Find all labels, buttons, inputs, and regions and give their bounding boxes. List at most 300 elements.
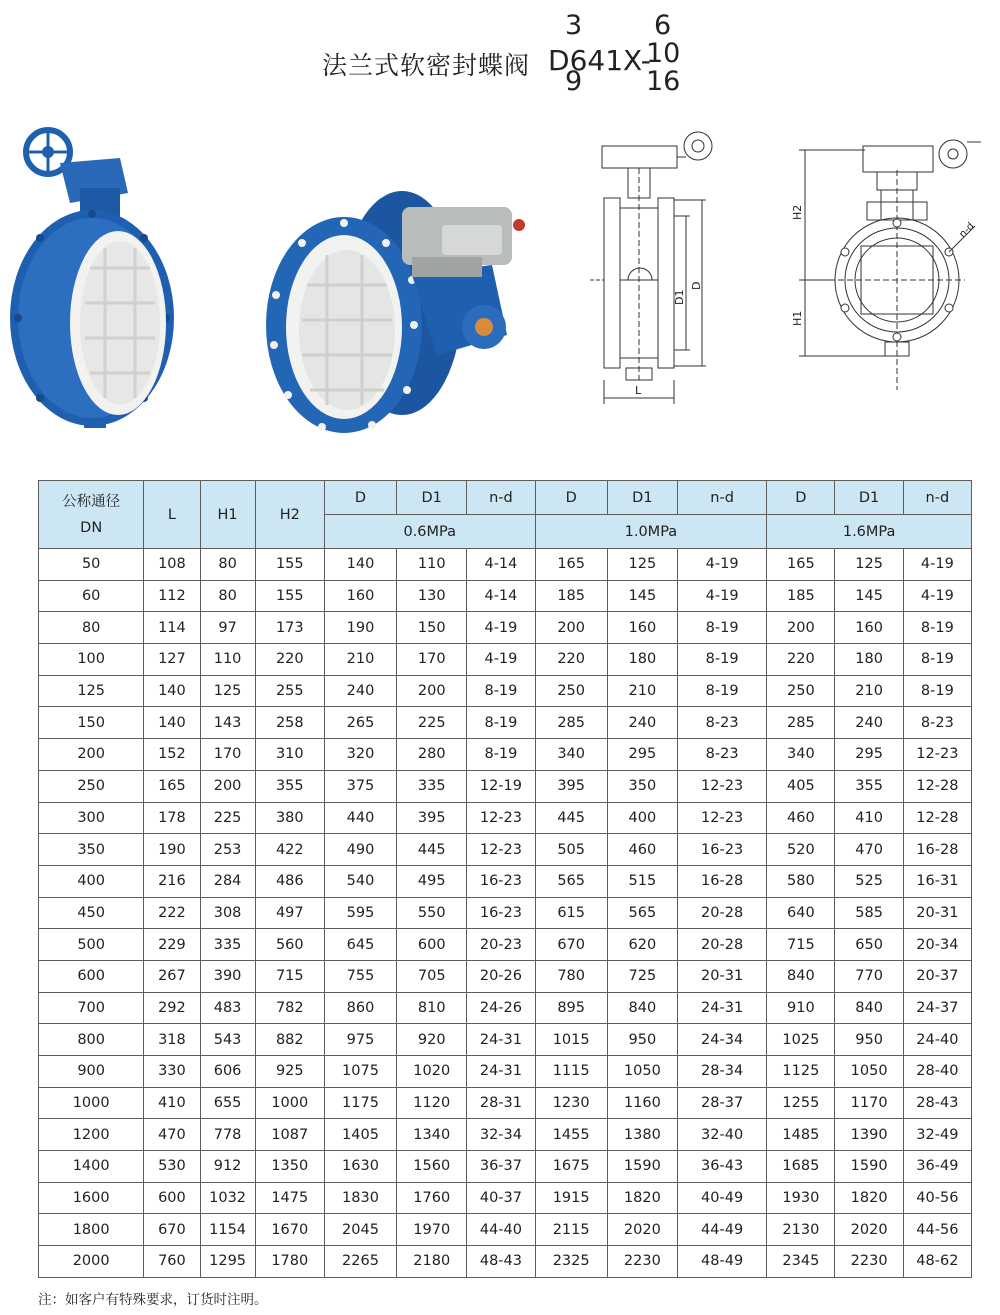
table-row	[39, 549, 972, 581]
spec-table	[38, 480, 972, 1278]
table-cell: 108	[144, 549, 200, 581]
table-cell: 1800	[39, 1214, 144, 1246]
table-cell: 8-19	[677, 612, 766, 644]
header-d-0: D	[324, 481, 396, 515]
table-cell: 606	[200, 1056, 255, 1088]
table-cell: 318	[144, 1024, 200, 1056]
table-cell: 390	[200, 960, 255, 992]
table-cell: 190	[144, 834, 200, 866]
table-cell: 185	[535, 580, 607, 612]
table-cell: 200	[767, 612, 835, 644]
table-cell: 173	[255, 612, 324, 644]
table-cell: 1087	[255, 1119, 324, 1151]
table-cell: 1915	[535, 1182, 607, 1214]
table-cell: 760	[144, 1246, 200, 1278]
table-cell: 48-43	[467, 1246, 535, 1278]
table-cell: 180	[835, 644, 903, 676]
table-cell: 210	[324, 644, 396, 676]
table-cell: 140	[144, 707, 200, 739]
table-row	[39, 1119, 972, 1151]
table-cell: 1050	[607, 1056, 677, 1088]
product-images	[0, 100, 1000, 460]
table-cell: 340	[767, 739, 835, 771]
table-cell: 1405	[324, 1119, 396, 1151]
table-cell: 1075	[324, 1056, 396, 1088]
table-cell: 405	[767, 770, 835, 802]
table-cell: 920	[397, 1024, 467, 1056]
table-cell: 380	[255, 802, 324, 834]
table-cell: 1830	[324, 1182, 396, 1214]
table-cell: 150	[397, 612, 467, 644]
table-cell: 490	[324, 834, 396, 866]
dim-label-nd: n-d	[957, 220, 977, 241]
table-cell: 2345	[767, 1246, 835, 1278]
table-row	[39, 1214, 972, 1246]
table-cell: 1025	[767, 1024, 835, 1056]
table-cell: 155	[255, 580, 324, 612]
table-cell: 20-23	[467, 929, 535, 961]
table-cell: 280	[397, 739, 467, 771]
table-row	[39, 960, 972, 992]
header-dn-cn: 公称通径	[62, 493, 121, 510]
table-cell: 2045	[324, 1214, 396, 1246]
table-cell: 910	[767, 992, 835, 1024]
header-d1-2: D1	[835, 481, 903, 515]
table-cell: 565	[535, 865, 607, 897]
spec-table-body	[39, 549, 972, 1278]
table-cell: 580	[767, 865, 835, 897]
table-cell: 355	[255, 770, 324, 802]
table-cell: 600	[39, 960, 144, 992]
model-prefix: D	[548, 44, 570, 77]
table-cell: 253	[200, 834, 255, 866]
table-cell: 20-26	[467, 960, 535, 992]
table-cell: 143	[200, 707, 255, 739]
table-cell: 240	[324, 675, 396, 707]
header-nd-0: n-d	[467, 481, 535, 515]
table-cell: 4-19	[467, 644, 535, 676]
table-cell: 145	[835, 580, 903, 612]
table-cell: 2230	[607, 1246, 677, 1278]
table-cell: 1590	[607, 1151, 677, 1183]
table-cell: 410	[144, 1087, 200, 1119]
table-cell: 4-19	[903, 580, 971, 612]
table-cell: 160	[835, 612, 903, 644]
model-frac-right-top: 6	[654, 10, 672, 41]
table-cell: 295	[607, 739, 677, 771]
table-cell: 840	[835, 992, 903, 1024]
table-cell: 2130	[767, 1214, 835, 1246]
table-cell: 200	[397, 675, 467, 707]
table-cell: 28-31	[467, 1087, 535, 1119]
table-cell: 80	[200, 580, 255, 612]
table-cell: 600	[397, 929, 467, 961]
table-cell: 2115	[535, 1214, 607, 1246]
table-cell: 1400	[39, 1151, 144, 1183]
table-cell: 550	[397, 897, 467, 929]
table-cell: 16-23	[467, 865, 535, 897]
table-cell: 1125	[767, 1056, 835, 1088]
table-cell: 975	[324, 1024, 396, 1056]
table-cell: 1020	[397, 1056, 467, 1088]
table-cell: 165	[767, 549, 835, 581]
table-cell: 145	[607, 580, 677, 612]
table-cell: 1780	[255, 1246, 324, 1278]
model-six: 6	[569, 44, 588, 77]
table-cell: 543	[200, 1024, 255, 1056]
table-cell: 292	[144, 992, 200, 1024]
table-cell: 1255	[767, 1087, 835, 1119]
table-cell: 565	[607, 897, 677, 929]
table-cell: 1930	[767, 1182, 835, 1214]
table-cell: 12-28	[903, 770, 971, 802]
valve-drawing-side	[590, 130, 730, 410]
product-title: 法兰式软密封蝶阀	[322, 51, 531, 80]
table-cell: 80	[200, 549, 255, 581]
table-cell: 28-37	[677, 1087, 766, 1119]
table-cell: 483	[200, 992, 255, 1024]
table-cell: 48-62	[903, 1246, 971, 1278]
table-cell: 155	[255, 549, 324, 581]
footnote: 注：如客户有特殊要求，订货时注明。	[38, 1292, 268, 1308]
table-cell: 178	[144, 802, 200, 834]
table-cell: 600	[144, 1182, 200, 1214]
dim-label-h1: H1	[791, 310, 804, 326]
table-cell: 222	[144, 897, 200, 929]
table-cell: 840	[767, 960, 835, 992]
table-cell: 127	[144, 644, 200, 676]
table-cell: 24-31	[467, 1056, 535, 1088]
table-cell: 20-28	[677, 929, 766, 961]
table-cell: 125	[607, 549, 677, 581]
table-cell: 1455	[535, 1119, 607, 1151]
table-cell: 267	[144, 960, 200, 992]
table-cell: 12-23	[677, 770, 766, 802]
dim-label-h2: H2	[791, 204, 804, 220]
header-dn	[39, 481, 144, 549]
table-row	[39, 1087, 972, 1119]
table-cell: 335	[397, 770, 467, 802]
table-cell: 110	[397, 549, 467, 581]
table-cell: 705	[397, 960, 467, 992]
table-cell: 350	[607, 770, 677, 802]
table-cell: 44-49	[677, 1214, 766, 1246]
table-row	[39, 739, 972, 771]
table-row	[39, 707, 972, 739]
table-cell: 1590	[835, 1151, 903, 1183]
table-cell: 2180	[397, 1246, 467, 1278]
dim-label-d1: D1	[673, 289, 686, 305]
table-cell: 2325	[535, 1246, 607, 1278]
table-cell: 800	[39, 1024, 144, 1056]
table-cell: 36-37	[467, 1151, 535, 1183]
table-row	[39, 992, 972, 1024]
table-cell: 755	[324, 960, 396, 992]
table-cell: 8-19	[467, 675, 535, 707]
table-cell: 125	[835, 549, 903, 581]
table-cell: 882	[255, 1024, 324, 1056]
table-cell: 560	[255, 929, 324, 961]
table-cell: 460	[607, 834, 677, 866]
table-cell: 400	[39, 865, 144, 897]
table-cell: 1340	[397, 1119, 467, 1151]
table-cell: 1760	[397, 1182, 467, 1214]
table-cell: 925	[255, 1056, 324, 1088]
title-block	[0, 8, 1000, 98]
table-cell: 470	[144, 1119, 200, 1151]
table-cell: 4-19	[903, 549, 971, 581]
table-cell: 1670	[255, 1214, 324, 1246]
table-cell: 520	[767, 834, 835, 866]
table-cell: 320	[324, 739, 396, 771]
table-cell: 950	[607, 1024, 677, 1056]
table-cell: 912	[200, 1151, 255, 1183]
table-cell: 1120	[397, 1087, 467, 1119]
table-cell: 950	[835, 1024, 903, 1056]
header-pressure-1: 1.0MPa	[535, 515, 767, 549]
table-cell: 28-34	[677, 1056, 766, 1088]
table-cell: 8-19	[903, 675, 971, 707]
table-cell: 1600	[39, 1182, 144, 1214]
table-cell: 350	[39, 834, 144, 866]
table-cell: 265	[324, 707, 396, 739]
table-cell: 12-28	[903, 802, 971, 834]
header-nd-2: n-d	[903, 481, 971, 515]
model-frac-left-top: 3	[565, 10, 583, 41]
table-cell: 210	[835, 675, 903, 707]
table-cell: 20-31	[677, 960, 766, 992]
table-cell: 16-23	[677, 834, 766, 866]
table-cell: 80	[39, 612, 144, 644]
table-cell: 1820	[835, 1182, 903, 1214]
table-cell: 1230	[535, 1087, 607, 1119]
table-row	[39, 834, 972, 866]
table-cell: 8-19	[677, 644, 766, 676]
table-cell: 12-23	[467, 802, 535, 834]
dim-label-l: L	[635, 384, 642, 397]
table-cell: 225	[397, 707, 467, 739]
table-cell: 210	[607, 675, 677, 707]
table-row	[39, 1024, 972, 1056]
table-cell: 170	[397, 644, 467, 676]
table-cell: 620	[607, 929, 677, 961]
table-cell: 220	[255, 644, 324, 676]
table-cell: 1685	[767, 1151, 835, 1183]
table-cell: 200	[535, 612, 607, 644]
table-cell: 1200	[39, 1119, 144, 1151]
table-cell: 114	[144, 612, 200, 644]
table-cell: 1000	[255, 1087, 324, 1119]
table-cell: 497	[255, 897, 324, 929]
table-cell: 250	[767, 675, 835, 707]
table-cell: 422	[255, 834, 324, 866]
table-cell: 655	[200, 1087, 255, 1119]
table-cell: 308	[200, 897, 255, 929]
model-frac-left-bottom: 9	[565, 66, 583, 97]
table-cell: 585	[835, 897, 903, 929]
table-cell: 97	[200, 612, 255, 644]
table-cell: 32-34	[467, 1119, 535, 1151]
table-row	[39, 644, 972, 676]
table-cell: 220	[535, 644, 607, 676]
table-cell: 24-31	[467, 1024, 535, 1056]
table-cell: 16-28	[677, 865, 766, 897]
table-row	[39, 929, 972, 961]
table-cell: 810	[397, 992, 467, 1024]
table-cell: 770	[835, 960, 903, 992]
table-cell: 2020	[835, 1214, 903, 1246]
table-cell: 20-37	[903, 960, 971, 992]
table-cell: 900	[39, 1056, 144, 1088]
table-cell: 20-34	[903, 929, 971, 961]
table-row	[39, 1182, 972, 1214]
table-cell: 36-49	[903, 1151, 971, 1183]
table-row	[39, 1151, 972, 1183]
table-cell: 24-31	[677, 992, 766, 1024]
table-cell: 125	[200, 675, 255, 707]
table-cell: 782	[255, 992, 324, 1024]
table-row	[39, 897, 972, 929]
table-cell: 840	[607, 992, 677, 1024]
table-cell: 150	[39, 707, 144, 739]
table-cell: 540	[324, 865, 396, 897]
table-cell: 24-34	[677, 1024, 766, 1056]
table-cell: 2020	[607, 1214, 677, 1246]
valve-drawing-front	[785, 130, 985, 400]
table-cell: 255	[255, 675, 324, 707]
table-cell: 165	[535, 549, 607, 581]
table-cell: 8-19	[903, 612, 971, 644]
table-cell: 1485	[767, 1119, 835, 1151]
table-cell: 1675	[535, 1151, 607, 1183]
table-cell: 130	[397, 580, 467, 612]
table-cell: 12-23	[903, 739, 971, 771]
table-cell: 20-31	[903, 897, 971, 929]
table-cell: 16-28	[903, 834, 971, 866]
table-cell: 4-19	[677, 549, 766, 581]
table-cell: 2230	[835, 1246, 903, 1278]
header-h1: H1	[200, 481, 255, 549]
table-cell: 8-19	[467, 739, 535, 771]
table-row	[39, 1246, 972, 1278]
valve-photo-electric	[262, 185, 537, 435]
table-cell: 395	[535, 770, 607, 802]
table-cell: 1350	[255, 1151, 324, 1183]
table-row	[39, 865, 972, 897]
table-cell: 400	[607, 802, 677, 834]
header-pressure-2: 1.6MPa	[767, 515, 972, 549]
table-cell: 190	[324, 612, 396, 644]
table-cell: 125	[39, 675, 144, 707]
table-cell: 860	[324, 992, 396, 1024]
table-cell: 650	[835, 929, 903, 961]
table-cell: 340	[535, 739, 607, 771]
table-cell: 778	[200, 1119, 255, 1151]
table-cell: 12-23	[677, 802, 766, 834]
table-row	[39, 1056, 972, 1088]
table-cell: 36-43	[677, 1151, 766, 1183]
table-cell: 1970	[397, 1214, 467, 1246]
table-cell: 725	[607, 960, 677, 992]
table-cell: 1295	[200, 1246, 255, 1278]
table-cell: 258	[255, 707, 324, 739]
table-cell: 284	[200, 865, 255, 897]
table-cell: 250	[39, 770, 144, 802]
table-cell: 50	[39, 549, 144, 581]
table-cell: 505	[535, 834, 607, 866]
table-cell: 44-40	[467, 1214, 535, 1246]
table-cell: 48-49	[677, 1246, 766, 1278]
table-row	[39, 770, 972, 802]
table-cell: 445	[397, 834, 467, 866]
table-cell: 240	[835, 707, 903, 739]
table-cell: 285	[535, 707, 607, 739]
valve-photo-handwheel	[0, 118, 185, 428]
table-cell: 16-23	[467, 897, 535, 929]
table-cell: 4-19	[467, 612, 535, 644]
table-cell: 4-19	[677, 580, 766, 612]
table-cell: 40-37	[467, 1182, 535, 1214]
table-cell: 1380	[607, 1119, 677, 1151]
table-cell: 335	[200, 929, 255, 961]
table-cell: 8-19	[903, 644, 971, 676]
model-rest: 41X-	[587, 44, 651, 77]
table-cell: 375	[324, 770, 396, 802]
table-cell: 8-23	[677, 707, 766, 739]
table-row	[39, 675, 972, 707]
table-cell: 1170	[835, 1087, 903, 1119]
table-cell: 8-23	[677, 739, 766, 771]
header-d-2: D	[767, 481, 835, 515]
model-code	[548, 44, 651, 77]
table-cell: 355	[835, 770, 903, 802]
table-cell: 330	[144, 1056, 200, 1088]
table-cell: 170	[200, 739, 255, 771]
header-nd-1: n-d	[677, 481, 766, 515]
table-cell: 24-37	[903, 992, 971, 1024]
table-cell: 4-14	[467, 580, 535, 612]
table-cell: 32-49	[903, 1119, 971, 1151]
table-cell: 16-31	[903, 865, 971, 897]
table-cell: 2265	[324, 1246, 396, 1278]
header-d1-0: D1	[397, 481, 467, 515]
table-cell: 595	[324, 897, 396, 929]
table-cell: 216	[144, 865, 200, 897]
table-cell: 715	[767, 929, 835, 961]
table-cell: 1160	[607, 1087, 677, 1119]
table-cell: 152	[144, 739, 200, 771]
table-cell: 1560	[397, 1151, 467, 1183]
table-cell: 4-14	[467, 549, 535, 581]
table-cell: 220	[767, 644, 835, 676]
table-cell: 160	[324, 580, 396, 612]
table-cell: 112	[144, 580, 200, 612]
table-cell: 300	[39, 802, 144, 834]
table-row	[39, 580, 972, 612]
table-cell: 2000	[39, 1246, 144, 1278]
table-cell: 140	[144, 675, 200, 707]
table-cell: 8-23	[903, 707, 971, 739]
table-cell: 285	[767, 707, 835, 739]
table-cell: 28-43	[903, 1087, 971, 1119]
table-cell: 500	[39, 929, 144, 961]
table-cell: 410	[835, 802, 903, 834]
table-cell: 295	[835, 739, 903, 771]
table-cell: 645	[324, 929, 396, 961]
header-d1-1: D1	[607, 481, 677, 515]
table-cell: 40-56	[903, 1182, 971, 1214]
table-cell: 495	[397, 865, 467, 897]
